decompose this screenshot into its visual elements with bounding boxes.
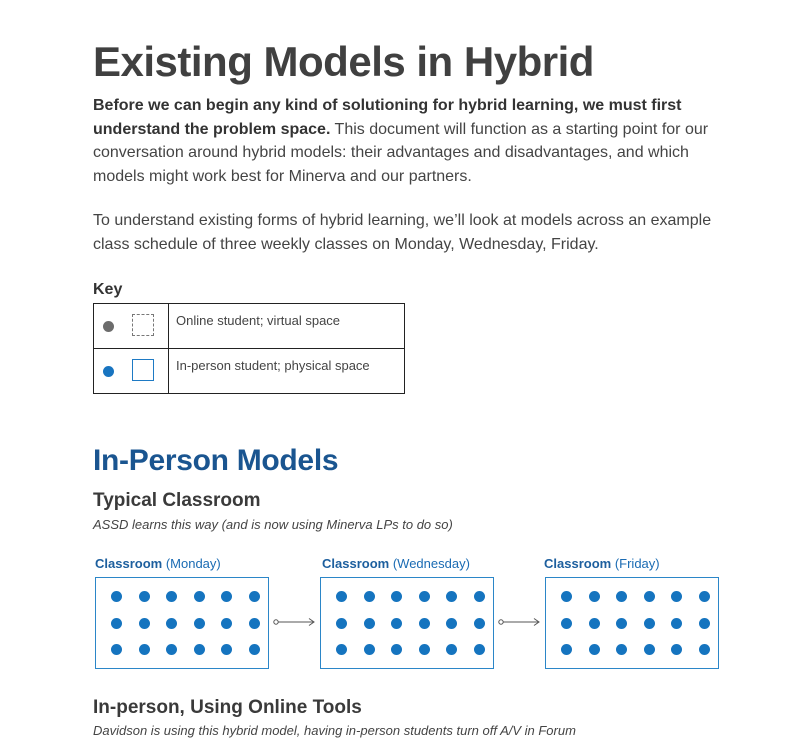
student-seat-dot (336, 618, 347, 629)
arrow-right-icon (273, 617, 317, 627)
student-seat-dot (391, 644, 402, 655)
key-row-in-person (94, 349, 405, 394)
student-seat-dot (561, 591, 572, 602)
student-seat-dot (364, 618, 375, 629)
student-seat-dot (419, 618, 430, 629)
student-seat-dot (616, 644, 627, 655)
student-seat-dot (474, 591, 485, 602)
key-heading: Key (93, 281, 123, 298)
student-seat-dot (644, 618, 655, 629)
student-seat-dot (336, 591, 347, 602)
student-seat-dot (391, 591, 402, 602)
student-seat-dot (249, 618, 260, 629)
student-seat-dot (671, 644, 682, 655)
intro-bold: Before we can begin any kind of solutioning for hybrid learning, we must first understand the problem space. (93, 97, 682, 138)
student-seat-dot (699, 644, 710, 655)
key-row-online (94, 304, 405, 349)
classroom-box-monday (95, 577, 269, 669)
student-seat-dot (589, 591, 600, 602)
key-in-person-text: In-person student; physical space (169, 349, 405, 394)
student-seat-dot (699, 591, 710, 602)
student-seat-dot (194, 618, 205, 629)
student-seat-dot (419, 591, 430, 602)
in-person-student-dot-icon (103, 366, 114, 377)
student-seat-dot (474, 618, 485, 629)
classroom-label-wednesday: Classroom (Wednesday) (322, 556, 470, 571)
student-seat-dot (561, 644, 572, 655)
student-seat-dot (336, 644, 347, 655)
physical-space-icon (132, 359, 154, 381)
student-seat-dot (111, 644, 122, 655)
student-seat-dot (671, 591, 682, 602)
student-seat-dot (616, 618, 627, 629)
student-seat-dot (166, 644, 177, 655)
student-seat-dot (474, 644, 485, 655)
student-seat-dot (589, 644, 600, 655)
online-tools-heading: In-person, Using Online Tools (93, 697, 362, 718)
student-seat-dot (111, 618, 122, 629)
student-seat-dot (221, 644, 232, 655)
classroom-label-friday: Classroom (Friday) (544, 556, 660, 571)
student-seat-dot (139, 644, 150, 655)
online-tools-note: Davidson is using this hybrid model, having in-person students turn off A/V in Forum (93, 723, 576, 738)
intro-rest: This document will function as a starting point for our conversation around hybrid models: their advantages and disadvantages, and which models might work best for Minerva and our partners. (93, 120, 709, 185)
typical-classroom-heading: Typical Classroom (93, 490, 261, 511)
student-seat-dot (249, 591, 260, 602)
student-seat-dot (644, 591, 655, 602)
arrow-right-icon (498, 617, 542, 627)
key-online-text: Online student; virtual space (169, 304, 405, 349)
student-seat-dot (446, 644, 457, 655)
section-title: In-Person Models (93, 444, 339, 477)
student-seat-dot (166, 591, 177, 602)
student-seat-dot (139, 618, 150, 629)
online-student-dot-icon (103, 321, 114, 332)
classroom-box-friday (545, 577, 719, 669)
classroom-box-wednesday (320, 577, 494, 669)
intro-paragraph (93, 94, 733, 188)
student-seat-dot (364, 644, 375, 655)
student-seat-dot (644, 644, 655, 655)
student-seat-dot (194, 591, 205, 602)
page-title: Existing Models in Hybrid (93, 38, 594, 85)
student-seat-dot (446, 591, 457, 602)
student-seat-dot (221, 591, 232, 602)
key-table (93, 303, 405, 394)
student-seat-dot (111, 591, 122, 602)
student-seat-dot (166, 618, 177, 629)
classroom-label-monday: Classroom (Monday) (95, 556, 221, 571)
student-seat-dot (589, 618, 600, 629)
student-seat-dot (139, 591, 150, 602)
student-seat-dot (561, 618, 572, 629)
student-seat-dot (446, 618, 457, 629)
student-seat-dot (616, 591, 627, 602)
student-seat-dot (391, 618, 402, 629)
student-seat-dot (364, 591, 375, 602)
student-seat-dot (699, 618, 710, 629)
student-seat-dot (249, 644, 260, 655)
student-seat-dot (194, 644, 205, 655)
student-seat-dot (419, 644, 430, 655)
student-seat-dot (221, 618, 232, 629)
virtual-space-icon (132, 314, 154, 336)
student-seat-dot (671, 618, 682, 629)
typical-classroom-note: ASSD learns this way (and is now using Minerva LPs to do so) (93, 517, 453, 532)
schedule-paragraph: To understand existing forms of hybrid learning, we’ll look at models across an example class schedule of three weekly classes on Monday, Wednesday, Friday. (93, 212, 712, 253)
